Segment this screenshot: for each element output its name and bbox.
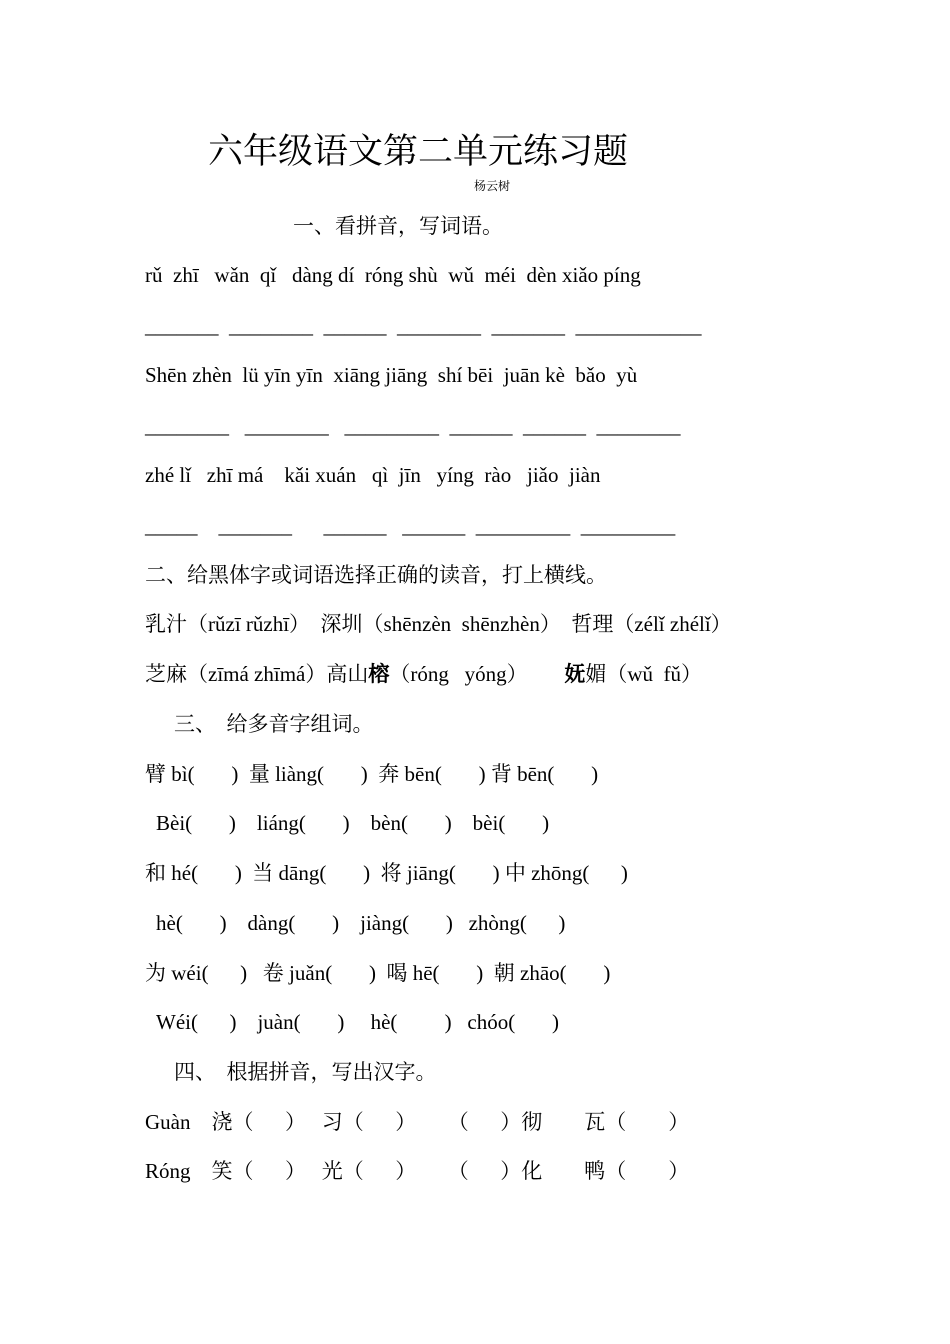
character-row: Róng 笑（ ） 光（ ） （ ）化 鸭（ ） — [145, 1159, 690, 1183]
polyphone-row: 为 wéi( ) 卷 juǎn( ) 喝 hē( ) 朝 zhāo( ) — [145, 961, 611, 985]
reading-choice-text: 媚（wǔ fǔ） — [585, 662, 703, 686]
polyphone-row: 和 hé( ) 当 dāng( ) 将 jiāng( ) 中 zhōng( ) — [145, 861, 628, 885]
answer-blanks[interactable]: _____ _______ ______ ______ _________ _________ — [145, 514, 676, 538]
author: 杨云树 — [474, 179, 511, 193]
section-2-heading: 二、给黑体字或词语选择正确的读音，打上横线。 — [145, 563, 607, 587]
pinyin-row: zhé lǐ zhī má kǎi xuán qì jīn yíng rào jiǎo jiàn — [145, 463, 601, 487]
polyphone-row: hè( ) dàng( ) jiàng( ) zhòng( ) — [156, 911, 566, 935]
polyphone-row: 臂 bì( ) 量 liàng( ) 奔 bēn( ) 背 bēn( ) — [145, 762, 599, 786]
reading-choice-text: （róng yóng） — [389, 662, 565, 686]
reading-choice-row — [145, 662, 702, 686]
section-3-heading: 三、 给多音字组词。 — [174, 712, 374, 736]
section-4-heading: 四、 根据拼音，写出汉字。 — [174, 1060, 437, 1084]
reading-choice-text: 芝麻（zīmá zhīmá）高山 — [145, 662, 369, 686]
reading-choice-row: 乳汁（rǔzī rǔzhī） 深圳（shēnzèn shēnzhèn） 哲理（zélǐ zhélǐ） — [145, 612, 732, 636]
character-row: Guàn 浇（ ） 习（ ） （ ）彻 瓦（ ） — [145, 1110, 690, 1134]
bold-character: 妩 — [564, 662, 586, 686]
section-1-heading: 一、看拼音，写词语。 — [293, 214, 503, 238]
pinyin-row: Shēn zhèn lü yīn yīn xiāng jiāng shí bēi juān kè bǎo yù — [145, 363, 638, 387]
bold-character: 榕 — [368, 662, 390, 686]
polyphone-row: Bèi( ) liáng( ) bèn( ) bèi( ) — [156, 811, 550, 835]
page-title: 六年级语文第二单元练习题 — [208, 132, 629, 171]
pinyin-row: rǔ zhī wǎn qǐ dàng dí róng shù wǔ méi dèn xiǎo píng — [145, 263, 641, 287]
answer-blanks[interactable]: ________ ________ _________ ______ ______ ________ — [145, 414, 681, 438]
polyphone-row: Wéi( ) juàn( ) hè( ) chóo( ) — [156, 1010, 559, 1034]
answer-blanks[interactable]: _______ ________ ______ ________ _______ ____________ — [145, 314, 702, 338]
